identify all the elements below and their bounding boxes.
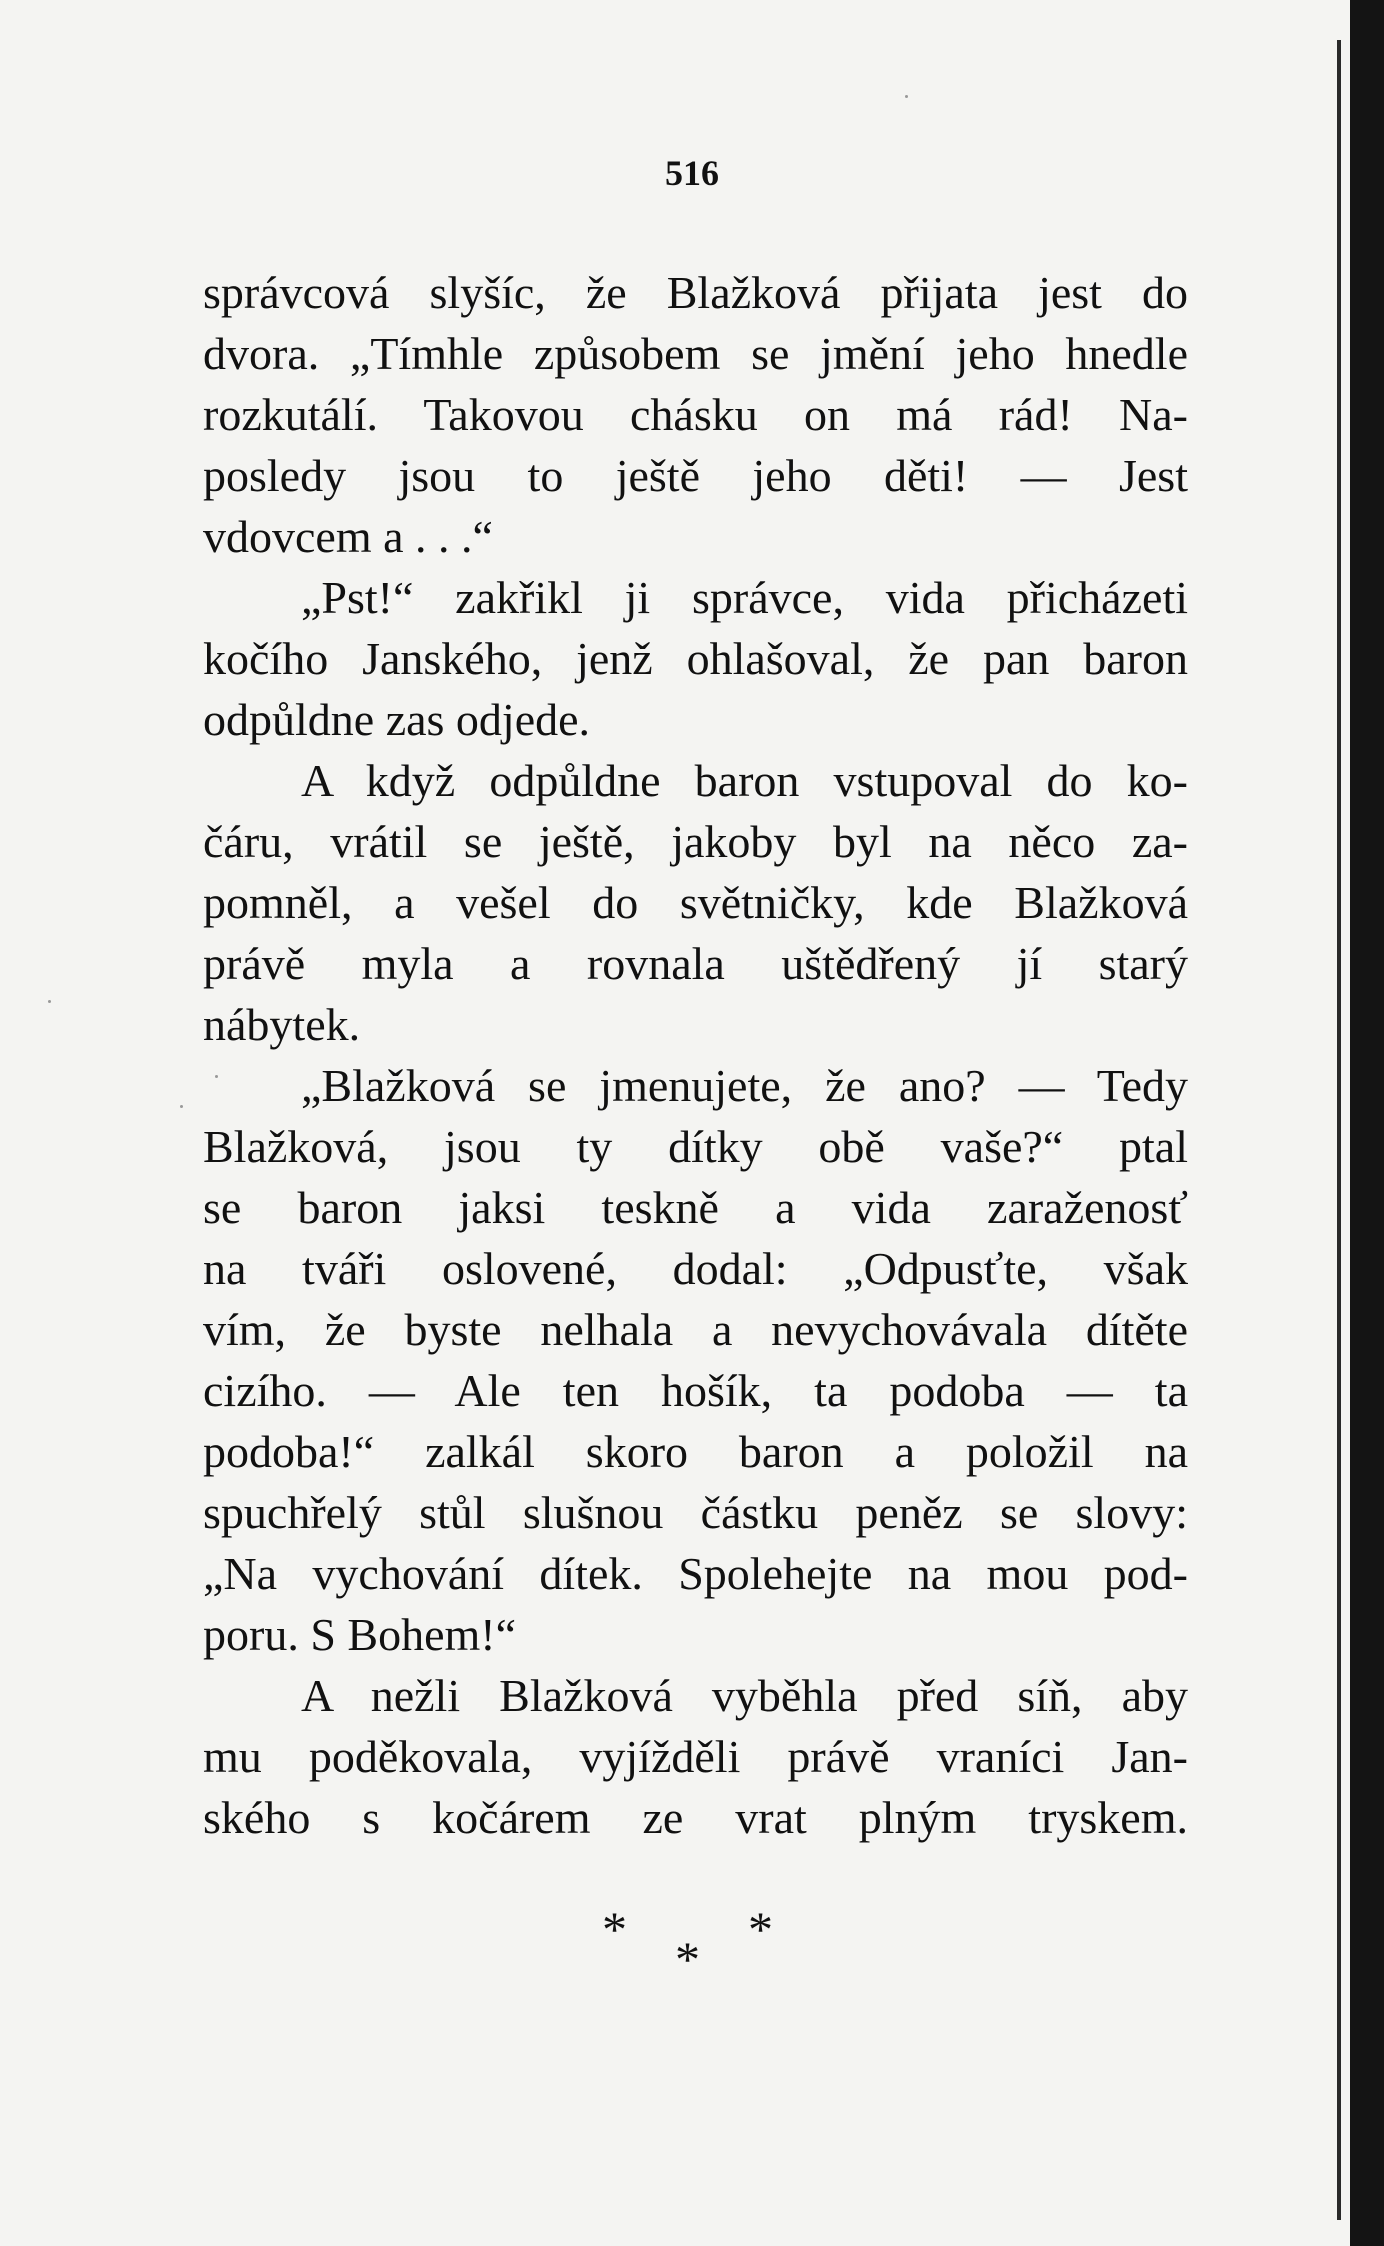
text-line: „Na vychování dítek. Spolehejte na mou pod- [203,1548,1188,1599]
scan-border [1350,0,1384,2246]
text-line: kočího Janského, jenž ohlašoval, že pan baron [203,633,1188,684]
text-line: na tváři oslovené, dodal: „Odpusťte, však [203,1243,1188,1294]
body-text [203,262,1188,1848]
asterisk-ornament: * [675,1931,700,1987]
paper-speck [180,1105,183,1108]
text-line: podoba!“ zalkál skoro baron a položil na [203,1426,1188,1477]
page-edge-line [1337,40,1341,2220]
text-line: rozkutálí. Takovou chásku on má rád! Na- [203,389,1188,440]
text-line: odpůldne zas odjede. [203,694,591,745]
text-line: se baron jaksi teskně a vida zaraženosť [203,1182,1188,1233]
text-line: poru. S Bohem!“ [203,1609,517,1660]
paper-speck [905,95,908,98]
text-line: mu poděkovala, vyjížděli právě vraníci Jan- [203,1731,1188,1782]
text-line: pomněl, a vešel do světničky, kde Blažková [203,877,1188,928]
text-line: dvora. „Tímhle způsobem se jmění jeho hnedle [203,328,1188,379]
asterisk-ornament: * [602,1901,627,1957]
asterisk-ornament: * [748,1901,773,1957]
text-line: ského s kočárem ze vrat plným tryskem. [203,1792,1188,1843]
text-line: posledy jsou to ještě jeho děti! — Jest [203,450,1188,501]
text-line: „Pst!“ zakřikl ji správce, vida přicházeti [301,572,1188,623]
paper-speck [215,1075,218,1078]
text-line: čáru, vrátil se ještě, jakoby byl na něco za- [203,816,1188,867]
section-break-asterisks [0,1900,1350,1990]
text-line: vím, že byste nelhala a nevychovávala dítěte [203,1304,1188,1355]
text-line: spuchřelý stůl slušnou částku peněz se slovy: [203,1487,1188,1538]
text-line: Blažková, jsou ty dítky obě vaše?“ ptal [203,1121,1188,1172]
text-line: vdovcem a . . .“ [203,511,493,562]
page-number: 516 [665,153,719,193]
text-line: nábytek. [203,999,361,1050]
text-line: cizího. — Ale ten hošík, ta podoba — ta [203,1365,1188,1416]
text-line: právě myla a rovnala uštědřený jí starý [203,938,1188,989]
text-line: A když odpůldne baron vstupoval do ko- [301,755,1188,806]
text-line: „Blažková se jmenujete, že ano? — Tedy [301,1060,1188,1111]
paper-speck [48,1000,51,1003]
text-line: A nežli Blažková vyběhla před síň, aby [301,1670,1188,1721]
text-line: správcová slyšíc, že Blažková přijata jest do [203,267,1188,318]
